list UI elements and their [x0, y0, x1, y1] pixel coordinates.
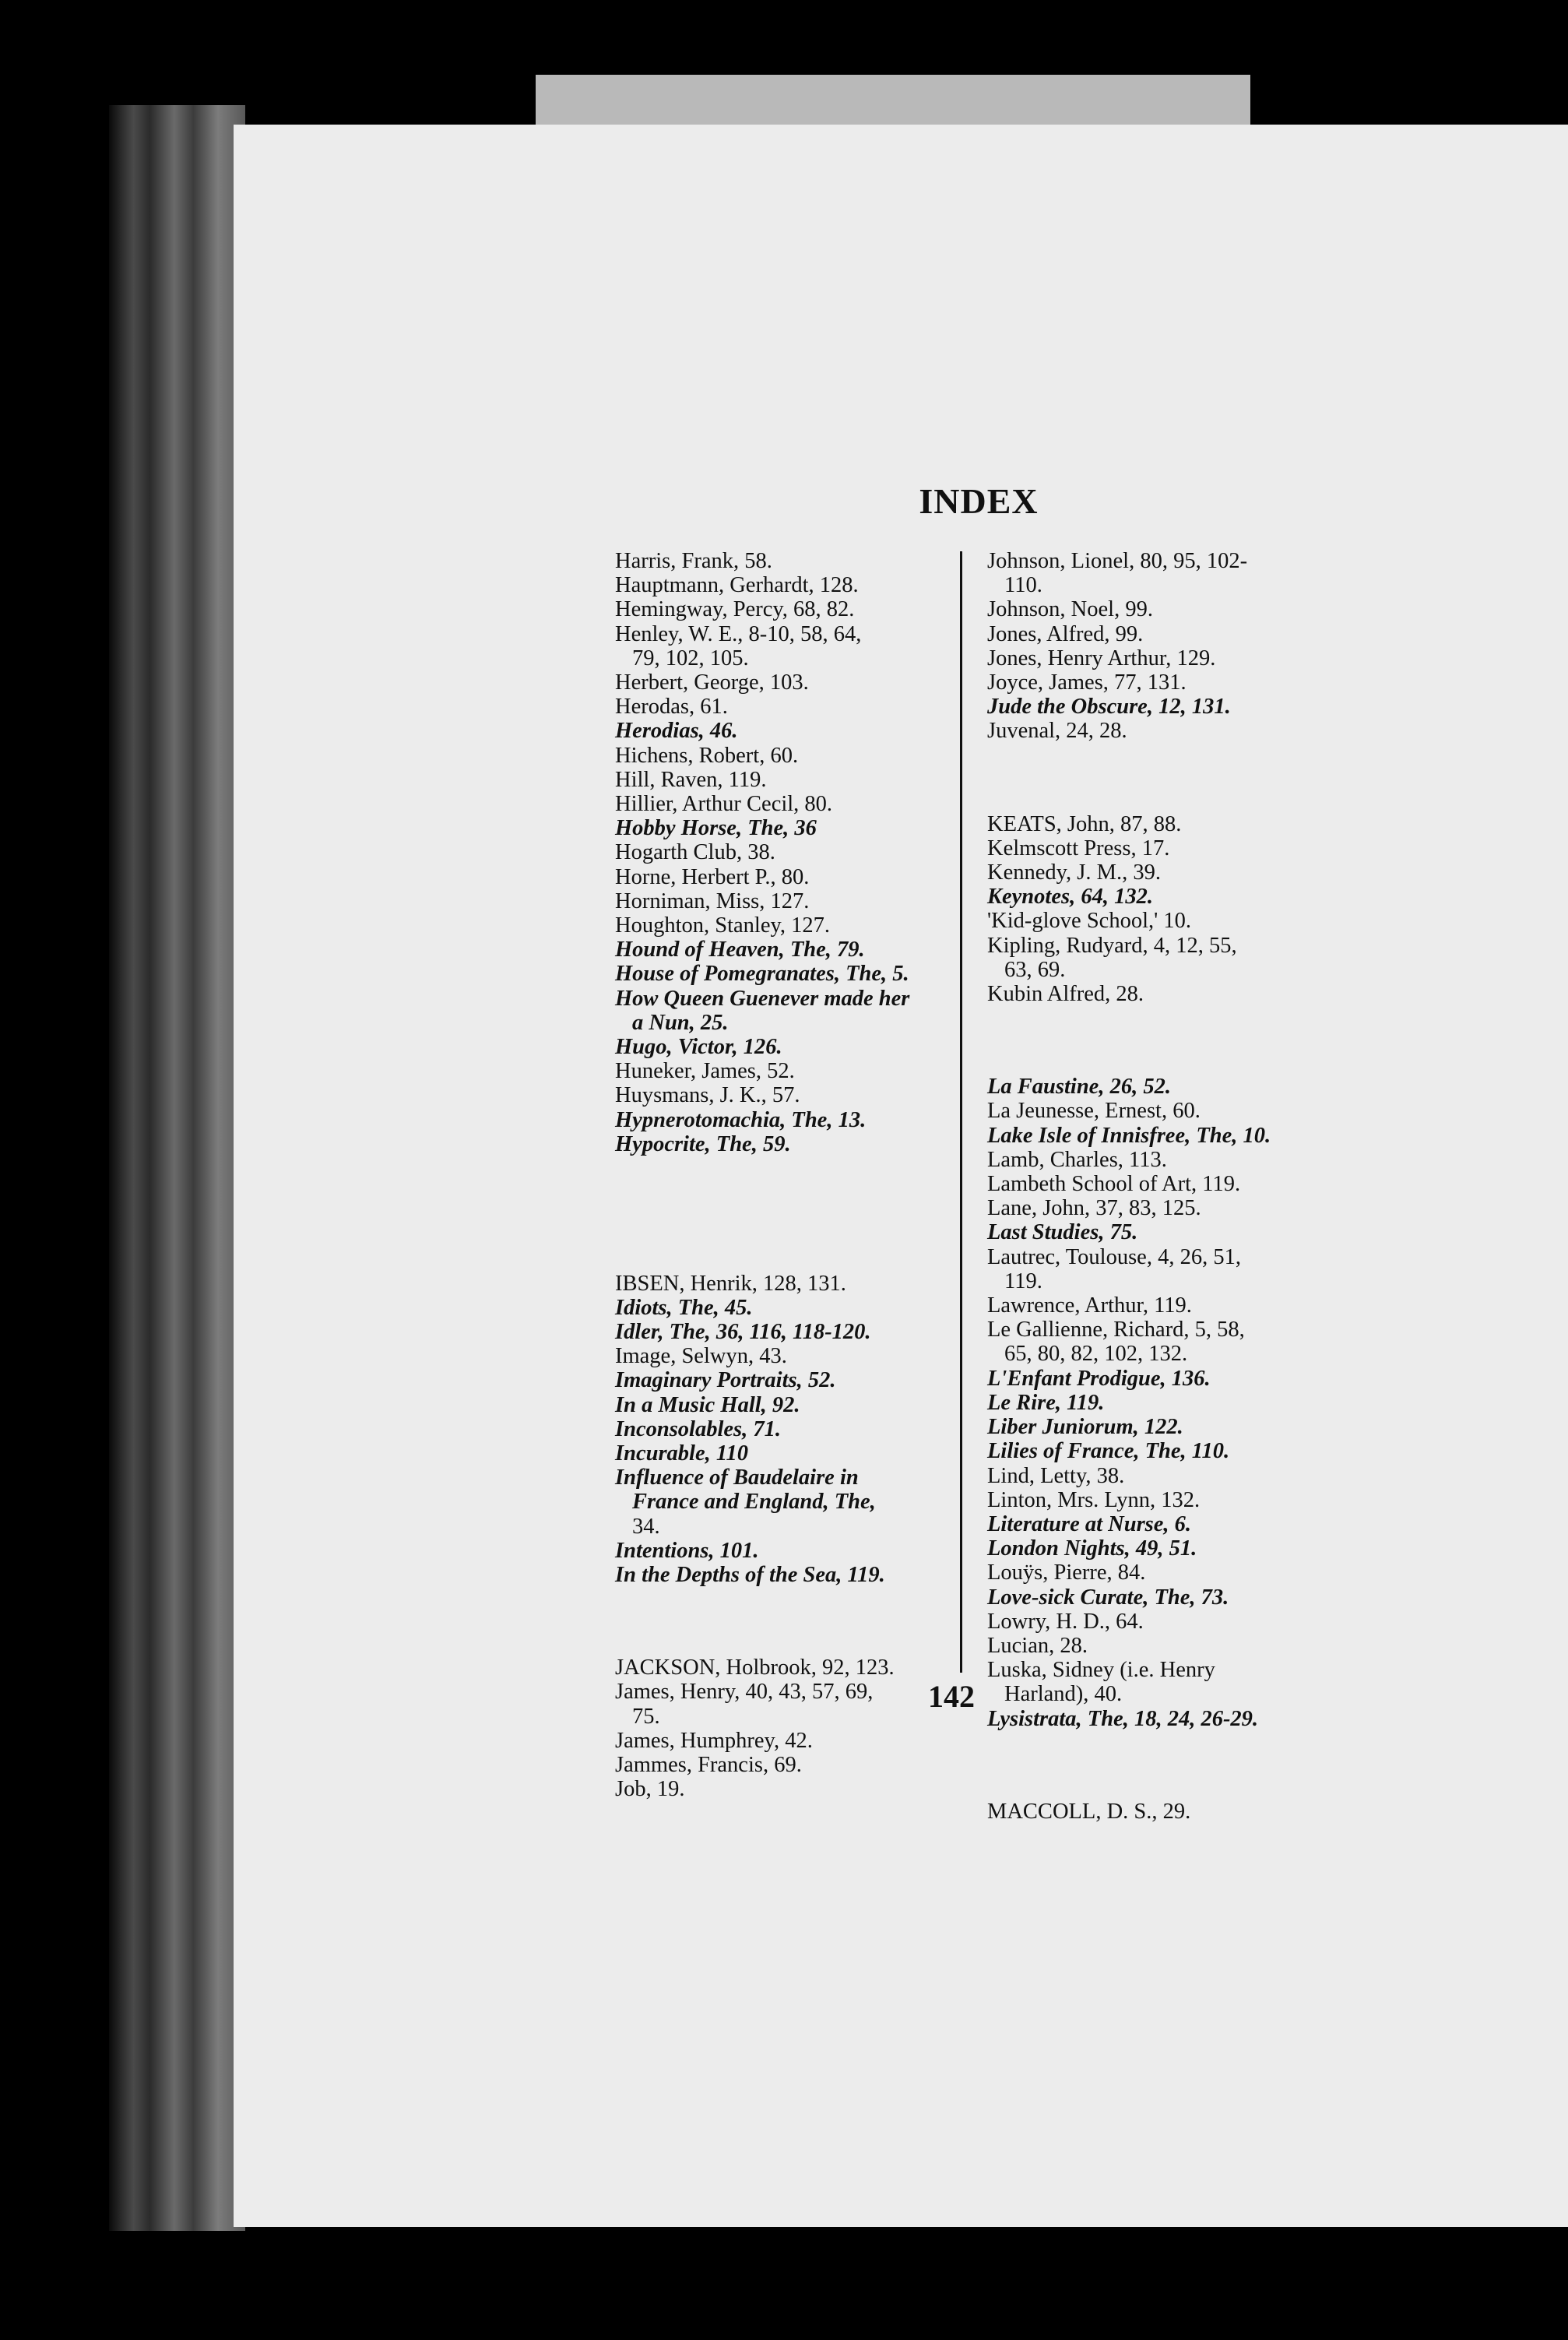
index-entry: Hichens, Robert, 60. [615, 743, 799, 768]
index-entry: Houghton, Stanley, 127. [615, 913, 831, 938]
index-entry: Johnson, Lionel, 80, 95, 102- [987, 549, 1248, 573]
index-gap [987, 765, 1322, 790]
index-entry: L'Enfant Prodigue, 136. [987, 1366, 1211, 1391]
index-entry: Horne, Herbert P., 80. [615, 864, 810, 889]
index-entry: Le Rire, 119. [987, 1390, 1105, 1415]
index-entry: Last Studies, 75. [987, 1220, 1138, 1245]
page-number: 142 [928, 1679, 975, 1714]
index-entry: Hypocrite, The, 59. [615, 1131, 791, 1156]
index-entry: Hillier, Arthur Cecil, 80. [615, 792, 833, 817]
index-entry: Lawrence, Arthur, 119. [987, 1293, 1192, 1318]
index-entry: Intentions, 101. [615, 1538, 759, 1563]
index-entry: Liber Juniorum, 122. [987, 1415, 1183, 1440]
index-entry: Huneker, James, 52. [615, 1059, 795, 1084]
index-entry-continuation: 65, 80, 82, 102, 132. [1004, 1342, 1188, 1367]
index-column-left [615, 549, 950, 1801]
index-entry: 'Kid-glove School,' 10. [987, 909, 1191, 934]
index-entry-continuation: Harland), 40. [1004, 1682, 1123, 1707]
index-entry: In a Music Hall, 92. [615, 1392, 800, 1417]
index-entry-continuation: 119. [1004, 1269, 1042, 1293]
index-entry: Juvenal, 24, 28. [987, 719, 1127, 744]
index-entry: Harris, Frank, 58. [615, 549, 772, 573]
index-gap [987, 1029, 1322, 1053]
index-entry: Horniman, Miss, 127. [615, 888, 810, 913]
index-entry: James, Humphrey, 42. [615, 1728, 813, 1753]
index-entry: Lautrec, Toulouse, 4, 26, 51, [987, 1244, 1241, 1269]
index-entry: MACCOLL, D. S., 29. [987, 1799, 1191, 1824]
index-entry-continuation: France and England, The, [632, 1490, 876, 1515]
index-entry-continuation: 63, 69. [1004, 957, 1066, 982]
index-entry: Linton, Mrs. Lynn, 132. [987, 1487, 1201, 1512]
index-entry-continuation: 75. [632, 1704, 660, 1729]
index-entry: Kipling, Rudyard, 4, 12, 55, [987, 933, 1237, 958]
index-entry: Incurable, 110 [615, 1441, 749, 1466]
index-entry: JACKSON, Holbrook, 92, 123. [615, 1656, 895, 1680]
index-entry: Lambeth School of Art, 119. [987, 1172, 1241, 1197]
index-entry: Henley, W. E., 8-10, 58, 64, [615, 621, 862, 646]
index-entry: Jones, Henry Arthur, 129. [987, 646, 1216, 670]
index-entry: Hogarth Club, 38. [615, 840, 775, 865]
index-entry: Lilies of France, The, 110. [987, 1439, 1230, 1464]
index-entry: Hypnerotomachia, The, 13. [615, 1107, 867, 1132]
index-gap [987, 1753, 1322, 1777]
index-entry: How Queen Guenever made her [615, 986, 910, 1011]
index-entry: Kennedy, J. M., 39. [987, 860, 1161, 885]
column-divider [960, 551, 962, 1673]
index-entry: La Faustine, 26, 52. [987, 1075, 1171, 1100]
index-entry-continuation: 79, 102, 105. [632, 646, 749, 670]
index-entry: Jammes, Francis, 69. [615, 1753, 802, 1778]
book-top-strip [536, 75, 1250, 125]
index-entry: Love-sick Curate, The, 73. [987, 1585, 1229, 1610]
index-entry: Hill, Raven, 119. [615, 767, 767, 792]
index-entry: Hound of Heaven, The, 79. [615, 938, 865, 962]
index-entry: Herodias, 46. [615, 719, 738, 744]
index-entry: Hauptmann, Gerhardt, 128. [615, 573, 859, 598]
index-entry: Lind, Letty, 38. [987, 1463, 1125, 1488]
index-entry: Idler, The, 36, 116, 118-120. [615, 1319, 871, 1344]
index-entry: Inconsolables, 71. [615, 1416, 781, 1441]
index-entry: House of Pomegranates, The, 5. [615, 962, 909, 987]
index-entry: Influence of Baudelaire in [615, 1466, 859, 1490]
index-gap [615, 1610, 950, 1634]
index-entry: Lucian, 28. [987, 1633, 1088, 1658]
index-entry: Hemingway, Percy, 68, 82. [615, 597, 855, 622]
index-entry: Lysistrata, The, 18, 24, 26-29. [987, 1706, 1259, 1731]
index-entry: Joyce, James, 77, 131. [987, 670, 1187, 695]
index-entry: Lane, John, 37, 83, 125. [987, 1196, 1201, 1221]
index-entry-continuation: 34. [632, 1514, 660, 1539]
index-entry: IBSEN, Henrik, 128, 131. [615, 1271, 846, 1296]
index-entry: Idiots, The, 45. [615, 1295, 753, 1320]
index-entry: Johnson, Noel, 99. [987, 597, 1153, 622]
index-entry: Kubin Alfred, 28. [987, 982, 1144, 1007]
index-entry: Job, 19. [615, 1777, 685, 1802]
index-gap [615, 1179, 950, 1203]
index-entry: Louÿs, Pierre, 84. [987, 1561, 1146, 1585]
index-gap [615, 1225, 950, 1249]
index-entry: Le Gallienne, Richard, 5, 58, [987, 1318, 1245, 1342]
index-entry: Huysmans, J. K., 57. [615, 1083, 800, 1108]
index-entry: Lowry, H. D., 64. [987, 1609, 1144, 1634]
index-entry-continuation: 110. [1004, 573, 1042, 598]
index-entry: Herbert, George, 103. [615, 670, 809, 695]
index-entry: KEATS, John, 87, 88. [987, 811, 1182, 836]
index-entry: Kelmscott Press, 17. [987, 836, 1170, 860]
index-entry: Keynotes, 64, 132. [987, 885, 1153, 910]
index-entry: Literature at Nurse, 6. [987, 1511, 1192, 1536]
index-entry: Lake Isle of Innisfree, The, 10. [987, 1123, 1271, 1148]
index-column-right [987, 549, 1322, 1824]
index-entry: Imaginary Portraits, 52. [615, 1368, 836, 1393]
index-entry: London Nights, 49, 51. [987, 1536, 1197, 1561]
index-entry: Luska, Sidney (i.e. Henry [987, 1658, 1215, 1683]
index-entry: Hobby Horse, The, 36 [615, 816, 817, 841]
index-entry: La Jeunesse, Ernest, 60. [987, 1099, 1201, 1124]
index-entry: Herodas, 61. [615, 695, 728, 720]
book-spine-edge [109, 105, 245, 2231]
index-entry: Image, Selwyn, 43. [615, 1344, 787, 1369]
index-entry: Jude the Obscure, 12, 131. [987, 695, 1231, 720]
index-entry: Hugo, Victor, 126. [615, 1035, 782, 1060]
page-title: INDEX [919, 481, 1039, 521]
index-entry: Jones, Alfred, 99. [987, 621, 1144, 646]
index-entry-continuation: a Nun, 25. [632, 1010, 729, 1035]
index-entry: Lamb, Charles, 113. [987, 1147, 1167, 1172]
index-entry: James, Henry, 40, 43, 57, 69, [615, 1680, 874, 1705]
index-entry: In the Depths of the Sea, 119. [615, 1563, 885, 1588]
